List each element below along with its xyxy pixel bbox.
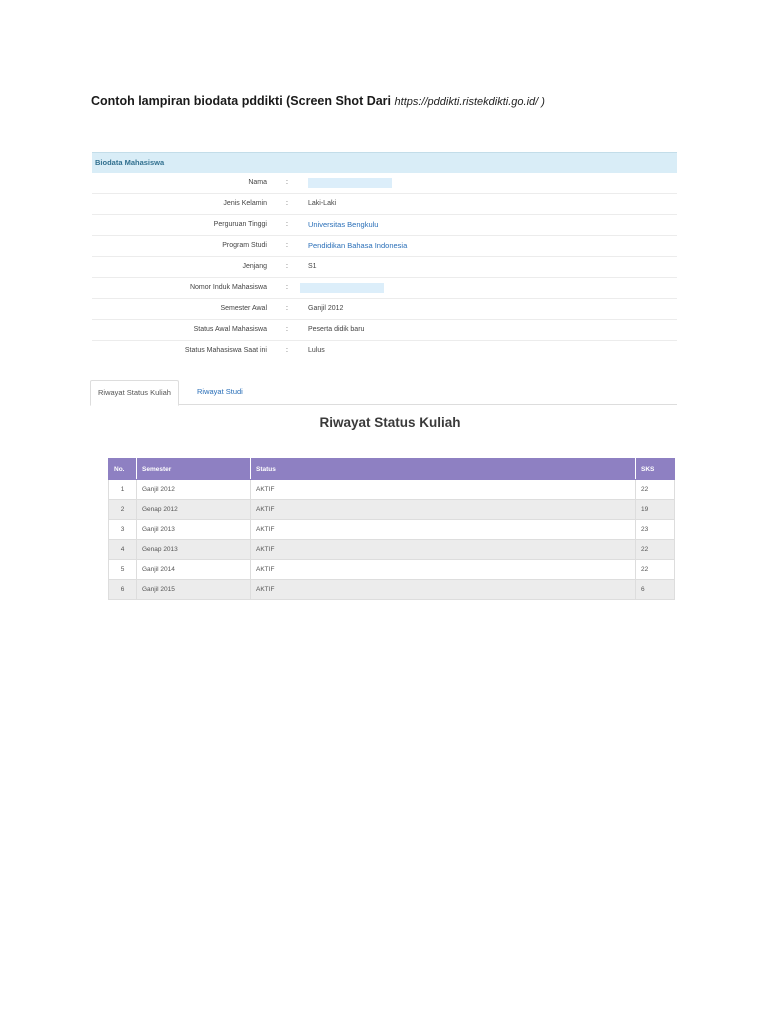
history-tabs bbox=[90, 380, 677, 405]
cell-no: 4 bbox=[109, 540, 137, 560]
cell-semester: Ganjil 2012 bbox=[137, 480, 251, 500]
row-value: S1 bbox=[308, 263, 317, 270]
table-row bbox=[109, 520, 675, 540]
row-separator: : bbox=[286, 263, 288, 270]
status-kuliah-table bbox=[108, 458, 675, 600]
column-header-semester: Semester bbox=[137, 459, 251, 480]
row-label: Jenjang bbox=[242, 263, 267, 270]
row-label: Status Awal Mahasiswa bbox=[193, 326, 267, 333]
row-separator: : bbox=[286, 242, 288, 249]
row-value: Lulus bbox=[308, 347, 325, 354]
cell-sks: 19 bbox=[636, 500, 675, 520]
row-value: Ganjil 2012 bbox=[308, 305, 344, 312]
row-separator: : bbox=[286, 284, 288, 291]
column-header-no: No. bbox=[109, 459, 137, 480]
source-url[interactable]: https://pddikti.ristekdikti.go.id/ ) bbox=[394, 96, 545, 108]
cell-sks: 22 bbox=[636, 560, 675, 580]
biodata-row-perguruan-tinggi bbox=[92, 215, 677, 236]
biodata-row-program-studi bbox=[92, 236, 677, 257]
row-separator: : bbox=[286, 179, 288, 186]
cell-semester: Ganjil 2014 bbox=[137, 560, 251, 580]
biodata-row-semester-awal bbox=[92, 299, 677, 320]
row-value: Laki-Laki bbox=[308, 200, 337, 207]
section-title-text: Riwayat Status Kuliah bbox=[319, 415, 461, 430]
section-title bbox=[0, 415, 768, 430]
row-label: Program Studi bbox=[222, 242, 267, 249]
table-row bbox=[109, 500, 675, 520]
biodata-row-nim bbox=[92, 278, 677, 299]
row-separator: : bbox=[286, 347, 288, 354]
cell-semester: Genap 2012 bbox=[137, 500, 251, 520]
table-row bbox=[109, 560, 675, 580]
redacted-name-value bbox=[308, 178, 392, 188]
row-separator: : bbox=[286, 221, 288, 228]
row-label: Semester Awal bbox=[220, 305, 267, 312]
cell-status: AKTIF bbox=[251, 480, 636, 500]
cell-status: AKTIF bbox=[251, 540, 636, 560]
cell-status: AKTIF bbox=[251, 580, 636, 600]
document-title-text: Contoh lampiran biodata pddikti (Screen Shot Dari bbox=[91, 94, 392, 108]
redacted-nim-value bbox=[300, 283, 384, 293]
cell-status: AKTIF bbox=[251, 560, 636, 580]
table-row bbox=[109, 580, 675, 600]
cell-sks: 6 bbox=[636, 580, 675, 600]
table-row bbox=[109, 480, 675, 500]
row-label: Nama bbox=[248, 179, 267, 186]
biodata-row-status-saat-ini bbox=[92, 341, 677, 361]
row-label: Perguruan Tinggi bbox=[213, 221, 267, 228]
university-link[interactable]: Universitas Bengkulu bbox=[308, 220, 379, 229]
cell-semester: Genap 2013 bbox=[137, 540, 251, 560]
column-header-sks: SKS bbox=[636, 459, 675, 480]
table-header-row bbox=[109, 459, 675, 480]
tab-riwayat-studi[interactable]: Riwayat Studi bbox=[197, 387, 243, 396]
tab-riwayat-status-kuliah[interactable]: Riwayat Status Kuliah bbox=[90, 380, 179, 406]
row-label: Status Mahasiswa Saat ini bbox=[184, 347, 267, 354]
cell-no: 3 bbox=[109, 520, 137, 540]
row-separator: : bbox=[286, 200, 288, 207]
document-title bbox=[91, 94, 545, 108]
cell-no: 5 bbox=[109, 560, 137, 580]
table-row bbox=[109, 540, 675, 560]
biodata-row-nama bbox=[92, 173, 677, 194]
biodata-panel bbox=[92, 152, 677, 361]
cell-no: 6 bbox=[109, 580, 137, 600]
row-separator: : bbox=[286, 305, 288, 312]
cell-semester: Ganjil 2015 bbox=[137, 580, 251, 600]
biodata-row-jenjang bbox=[92, 257, 677, 278]
biodata-panel-heading: Biodata Mahasiswa bbox=[92, 152, 677, 173]
biodata-row-jenis-kelamin bbox=[92, 194, 677, 215]
cell-status: AKTIF bbox=[251, 520, 636, 540]
column-header-status: Status bbox=[251, 459, 636, 480]
cell-sks: 22 bbox=[636, 480, 675, 500]
row-label: Nomor Induk Mahasiswa bbox=[189, 284, 267, 291]
cell-no: 1 bbox=[109, 480, 137, 500]
cell-semester: Ganjil 2013 bbox=[137, 520, 251, 540]
biodata-row-status-awal bbox=[92, 320, 677, 341]
cell-sks: 22 bbox=[636, 540, 675, 560]
cell-status: AKTIF bbox=[251, 500, 636, 520]
program-studi-link[interactable]: Pendidikan Bahasa Indonesia bbox=[308, 241, 408, 250]
row-label: Jenis Kelamin bbox=[223, 200, 267, 207]
row-value: Peserta didik baru bbox=[308, 326, 365, 333]
row-separator: : bbox=[286, 326, 288, 333]
cell-sks: 23 bbox=[636, 520, 675, 540]
cell-no: 2 bbox=[109, 500, 137, 520]
